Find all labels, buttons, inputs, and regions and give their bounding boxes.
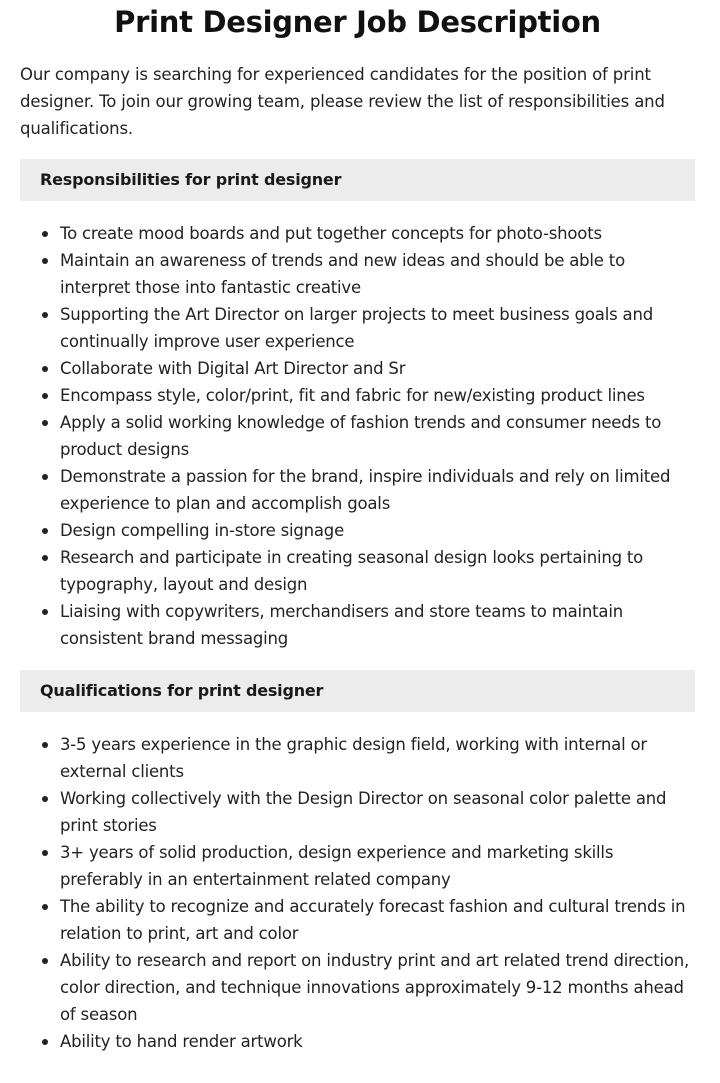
bullet-icon [42, 850, 48, 856]
bullet-icon [42, 1039, 48, 1045]
list-item [20, 785, 695, 839]
list-item [20, 355, 695, 382]
responsibilities-heading: Responsibilities for print designer [20, 159, 695, 201]
list-item-text: Ability to hand render artwork [60, 1032, 303, 1051]
bullet-icon [42, 312, 48, 318]
list-item-text: Working collectively with the Design Director on seasonal color palette and print stories [60, 789, 667, 835]
list-item [20, 1028, 695, 1055]
list-item-text: Research and participate in creating seasonal design looks pertaining to typography, layout and design [60, 548, 644, 594]
list-item-text: To create mood boards and put together concepts for photo-shoots [60, 224, 602, 243]
bullet-icon [42, 958, 48, 964]
intro-paragraph: Our company is searching for experienced candidates for the position of print designer. To join our growing team, please review the list of responsibilities and qualifications. [20, 65, 665, 138]
list-item-text: The ability to recognize and accurately forecast fashion and cultural trends in relation to print, art and color [60, 897, 686, 943]
bullet-icon [42, 474, 48, 480]
list-item [20, 463, 695, 517]
bullet-icon [42, 609, 48, 615]
list-item [20, 409, 695, 463]
qualifications-list [20, 731, 695, 1055]
list-item [20, 544, 695, 598]
bullet-icon [42, 528, 48, 534]
list-item-text: Ability to research and report on industry print and art related trend direction, color direction, and technique innovations approximately 9-12 months ahead of season [60, 951, 690, 1024]
list-item [20, 220, 695, 247]
bullet-icon [42, 420, 48, 426]
list-item [20, 947, 695, 1028]
list-item-text: 3-5 years experience in the graphic design field, working with internal or external clients [60, 735, 647, 781]
bullet-icon [42, 904, 48, 910]
page-title: Print Designer Job Description [114, 5, 601, 39]
list-item-text: Encompass style, color/print, fit and fabric for new/existing product lines [60, 386, 645, 405]
bullet-icon [42, 796, 48, 802]
list-item-text: Supporting the Art Director on larger projects to meet business goals and continually improve user experience [60, 305, 653, 351]
bullet-icon [42, 231, 48, 237]
list-item-text: Collaborate with Digital Art Director and Sr [60, 359, 406, 378]
list-item [20, 517, 695, 544]
bullet-icon [42, 366, 48, 372]
responsibilities-list [20, 220, 695, 652]
list-item-text: Apply a solid working knowledge of fashion trends and consumer needs to product designs [60, 413, 662, 459]
bullet-icon [42, 555, 48, 561]
list-item-text: Demonstrate a passion for the brand, inspire individuals and rely on limited experience to plan and accomplish goals [60, 467, 671, 513]
qualifications-heading: Qualifications for print designer [20, 670, 695, 712]
list-item [20, 893, 695, 947]
list-item [20, 247, 695, 301]
list-item-text: 3+ years of solid production, design experience and marketing skills preferably in an entertainment related company [60, 843, 614, 889]
list-item [20, 301, 695, 355]
bullet-icon [42, 742, 48, 748]
list-item [20, 598, 695, 652]
list-item [20, 731, 695, 785]
bullet-icon [42, 393, 48, 399]
list-item [20, 382, 695, 409]
list-item-text: Design compelling in-store signage [60, 521, 345, 540]
bullet-icon [42, 258, 48, 264]
list-item-text: Maintain an awareness of trends and new ideas and should be able to interpret those into fantastic creative [60, 251, 625, 297]
list-item [20, 839, 695, 893]
list-item-text: Liaising with copywriters, merchandisers and store teams to maintain consistent brand messaging [60, 602, 623, 648]
